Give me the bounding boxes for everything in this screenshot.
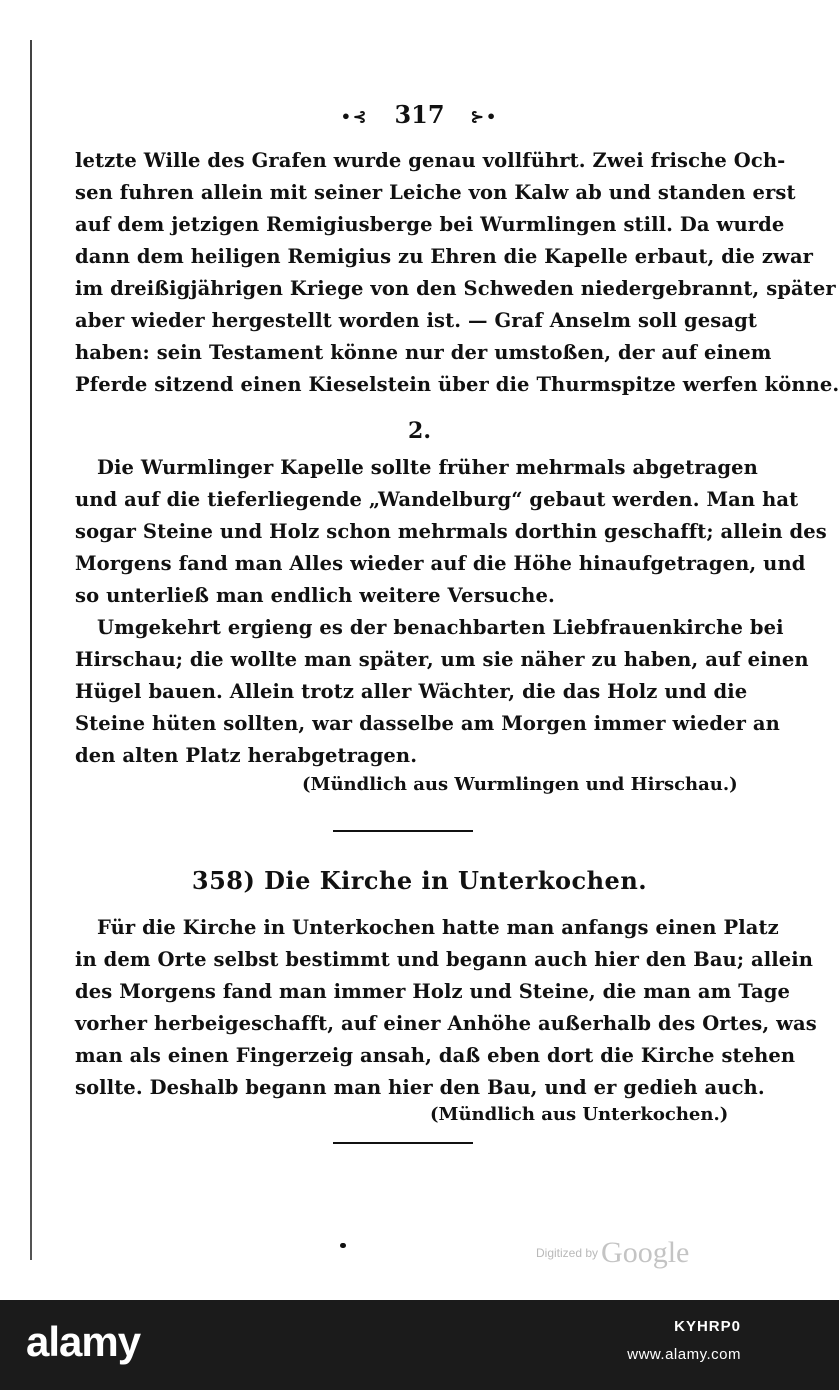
stock-banner xyxy=(0,1300,839,1390)
text-line: Steine hüten sollten, war dasselbe am Morgen immer wieder an xyxy=(75,712,780,735)
divider xyxy=(333,830,473,832)
site-url: www.alamy.com xyxy=(627,1346,741,1363)
source-citation: (Mündlich aus Unterkochen.) xyxy=(430,1104,729,1125)
paragraph-unterkochen xyxy=(75,912,817,1104)
paragraph-continued xyxy=(75,145,839,401)
text-line: man als einen Fingerzeig ansah, daß eben dort die Kirche stehen xyxy=(75,1044,796,1067)
paragraph-wurmlingen xyxy=(75,452,827,612)
page-header xyxy=(0,100,839,129)
ornament-left-icon: •⊰ xyxy=(340,107,369,126)
text-line: auf dem jetzigen Remigiusberge bei Wurmlingen still. Da wurde xyxy=(75,213,785,236)
ornament-right-icon: ⊱• xyxy=(470,107,499,126)
ink-speck xyxy=(340,1243,346,1248)
watermark-prefix: Digitized by xyxy=(536,1246,599,1260)
text-line: sollte. Deshalb begann man hier den Bau, und er gedieh auch. xyxy=(75,1076,765,1099)
text-line: vorher herbeigeschafft, auf einer Anhöhe außerhalb des Ortes, was xyxy=(75,1012,817,1035)
alamy-logo: alamy xyxy=(26,1318,141,1365)
text-line: Pferde sitzend einen Kieselstein über die Thurmspitze werfen könne. xyxy=(75,373,839,396)
image-id: KYHRP0 xyxy=(674,1318,741,1335)
text-line: in dem Orte selbst bestimmt und begann auch hier den Bau; allein xyxy=(75,948,814,971)
text-line: und auf die tieferliegende „Wandelburg“ gebaut werden. Man hat xyxy=(75,488,799,511)
text-line: letzte Wille des Grafen wurde genau vollführt. Zwei frische Och- xyxy=(75,149,786,172)
text-line: Umgekehrt ergieng es der benachbarten Liebfrauenkirche bei xyxy=(97,616,784,639)
text-line: Für die Kirche in Unterkochen hatte man anfangs einen Platz xyxy=(97,916,779,939)
text-line: Hügel bauen. Allein trotz aller Wächter, die das Holz und die xyxy=(75,680,748,703)
text-line: im dreißigjährigen Kriege von den Schweden niedergebrannt, später xyxy=(75,277,836,300)
digitized-watermark xyxy=(536,1236,689,1270)
text-line: aber wieder hergestellt worden ist. — Graf Anselm soll gesagt xyxy=(75,309,757,332)
section-number: 2. xyxy=(408,418,431,444)
text-line: sogar Steine und Holz schon mehrmals dorthin geschafft; allein des xyxy=(75,520,827,543)
text-line: haben: sein Testament könne nur der umstoßen, der auf einem xyxy=(75,341,772,364)
scan-edge xyxy=(30,40,32,1260)
text-line: so unterließ man endlich weitere Versuche. xyxy=(75,584,555,607)
text-line: dann dem heiligen Remigius zu Ehren die Kapelle erbaut, die zwar xyxy=(75,245,814,268)
text-line: des Morgens fand man immer Holz und Steine, die man am Tage xyxy=(75,980,790,1003)
text-line: Die Wurmlinger Kapelle sollte früher mehrmals abgetragen xyxy=(97,456,758,479)
google-logo: Google xyxy=(601,1236,690,1269)
text-line: Hirschau; die wollte man später, um sie näher zu haben, auf einen xyxy=(75,648,809,671)
section-heading: 358) Die Kirche in Unterkochen. xyxy=(191,866,648,895)
text-line: den alten Platz herabgetragen. xyxy=(75,744,418,767)
page-number: 317 xyxy=(394,100,445,129)
text-line: Morgens fand man Alles wieder auf die Höhe hinaufgetragen, und xyxy=(75,552,806,575)
divider xyxy=(333,1142,473,1144)
paragraph-hirschau xyxy=(75,612,809,772)
source-citation: (Mündlich aus Wurmlingen und Hirschau.) xyxy=(302,774,738,795)
text-line: sen fuhren allein mit seiner Leiche von Kalw ab und standen erst xyxy=(75,181,796,204)
